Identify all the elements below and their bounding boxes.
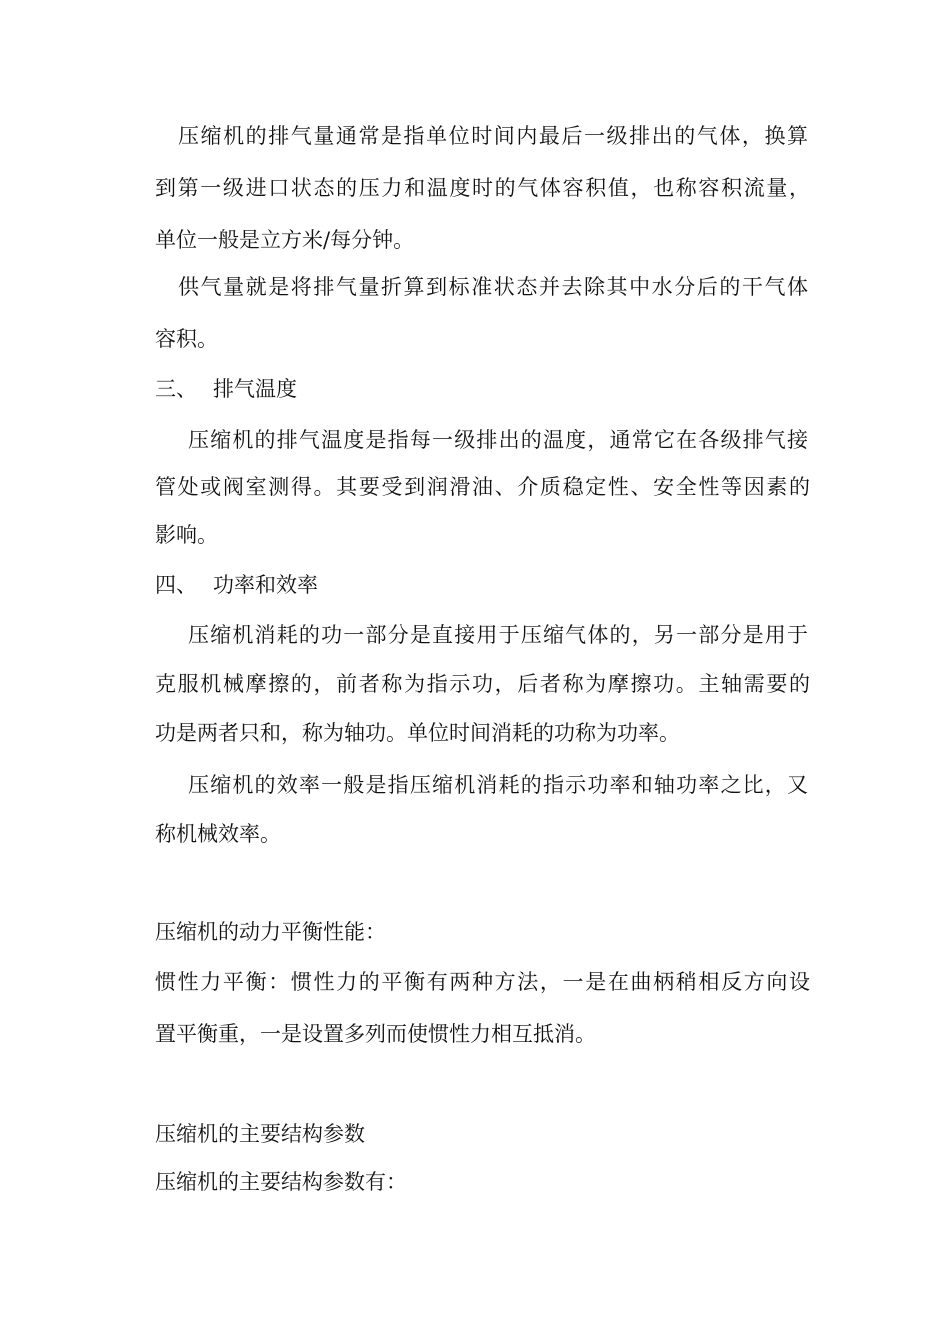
section-heading: [155, 572, 810, 598]
paragraph-line: 压缩机的排气量通常是指单位时间内最后一级排出的气体，换算: [178, 124, 808, 148]
section-heading: [155, 376, 810, 402]
paragraph-line: 称机械效率。: [155, 822, 281, 846]
heading-number: 四、: [155, 573, 197, 597]
paragraph-line: 置平衡重，一是设置多列而使惯性力相互抵消。: [155, 1022, 596, 1046]
paragraph-line: 供气量就是将排气量折算到标准状态并去除其中水分后的干气体: [178, 275, 808, 299]
paragraph-line: 到第一级进口状态的压力和温度时的气体容积值，也称容积流量，: [155, 176, 810, 200]
paragraph-line: 压缩机的效率一般是指压缩机消耗的指示功率和轴功率之比，又: [188, 773, 808, 797]
paragraph-line: 压缩机的排气温度是指每一级排出的温度，通常它在各级排气接: [188, 428, 808, 452]
section-title: 压缩机的主要结构参数: [155, 1122, 365, 1146]
paragraph-line: 影响。: [155, 523, 218, 547]
paragraph-line: 单位一般是立方米/每分钟。: [155, 228, 415, 252]
section-title: 压缩机的动力平衡性能：: [155, 920, 386, 944]
heading-number: 三、: [155, 377, 197, 401]
heading-title: 排气温度: [213, 377, 297, 401]
paragraph-line: 惯性力平衡：惯性力的平衡有两种方法，一是在曲柄稍相反方向设: [155, 970, 810, 994]
paragraph-line: 功是两者只和，称为轴功。单位时间消耗的功称为功率。: [155, 721, 680, 745]
paragraph-line: 压缩机的主要结构参数有：: [155, 1170, 407, 1194]
paragraph-line: 克服机械摩擦的，前者称为指示功，后者称为摩擦功。主轴需要的: [155, 672, 810, 696]
paragraph-line: 容积。: [155, 327, 218, 351]
paragraph-line: 管处或阀室测得。其要受到润滑油、介质稳定性、安全性等因素的: [155, 475, 810, 499]
heading-title: 功率和效率: [213, 573, 318, 597]
paragraph-line: 压缩机消耗的功一部分是直接用于压缩气体的，另一部分是用于: [188, 623, 808, 647]
